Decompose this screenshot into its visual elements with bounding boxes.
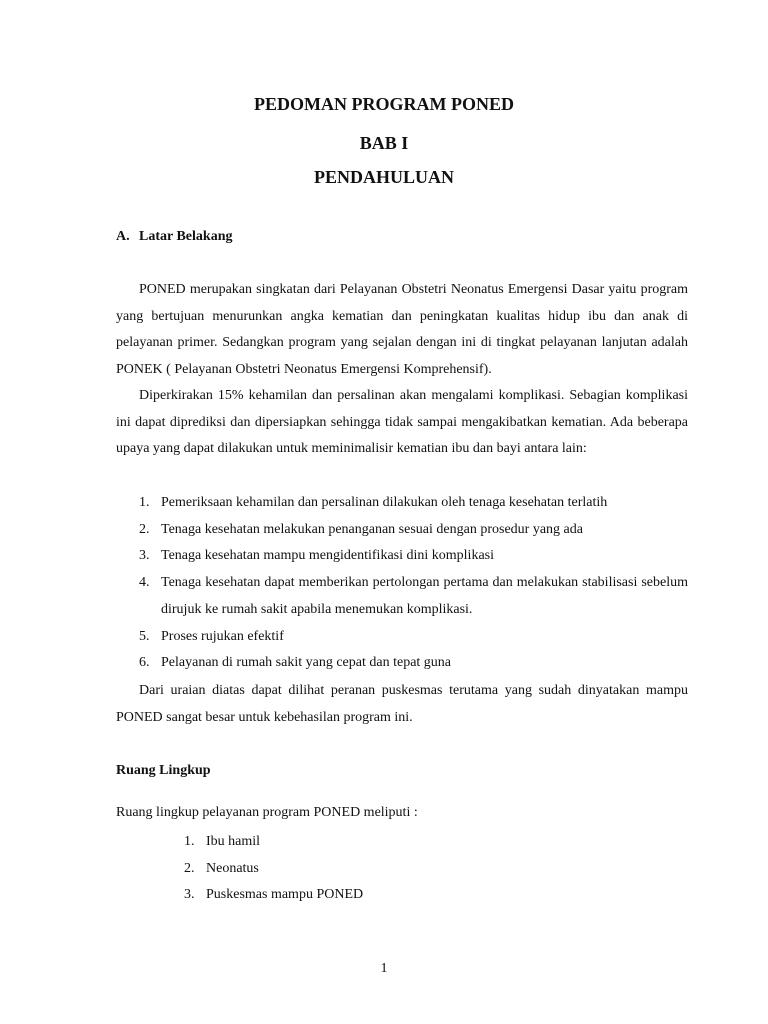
section-a-heading-text: Latar Belakang: [139, 229, 233, 244]
paragraph-poned-definition: PONED merupakan singkatan dari Pelayanan Obstetri Neonatus Emergensi Dasar yaitu program yang bertujuan menurunkan angka kematian dan peningkatan kualitas hidup ibu dan anak di pelayanan primer. Sedangkan program yang sejalan dengan ini di tingkat pelayanan lanjutan adalah PONEK ( Pelayanan Obstetri Neonatus Emergensi Komprehensif).: [116, 282, 688, 378]
scope-intro: Ruang lingkup pelayanan program PONED meliputi :: [116, 805, 418, 820]
paragraph-complications: Diperkirakan 15% kehamilan dan persalinan akan mengalami komplikasi. Sebagian komplikasi ini dapat diprediksi dan dipersiapkan sehingga tidak sampai mengakibatkan kematian. Ada beberapa upaya yang dapat dilakukan untuk meminimalisir kematian ibu dan bayi antara lain:: [116, 388, 688, 457]
list-item-text: Ibu hamil: [206, 834, 261, 849]
list-item-text: Puskesmas mampu PONED: [206, 887, 364, 903]
list-item-text: Proses rujukan efektif: [161, 628, 284, 644]
list-item-number: 4.: [139, 575, 150, 591]
list-item-number: 2.: [139, 521, 150, 537]
list-item: [139, 490, 688, 517]
list-item-number: 6.: [139, 655, 150, 671]
list-item-text: Tenaga kesehatan mampu mengidentifikasi dini komplikasi: [161, 548, 494, 564]
list-item: [184, 882, 363, 909]
chapter-title: PENDAHULUAN: [313, 167, 454, 187]
list-item-text: Pelayanan di rumah sakit yang cepat dan tepat guna: [161, 655, 452, 671]
list-item-text: Neonatus: [206, 860, 259, 876]
list-item: [184, 856, 363, 883]
list-item-text: Tenaga kesehatan melakukan penanganan sesuai dengan prosedur yang ada: [161, 521, 583, 537]
list-item-number: 2.: [184, 860, 195, 876]
list-item-number: 3.: [139, 548, 150, 564]
list-item-number: 5.: [139, 628, 150, 644]
list-item: [139, 517, 688, 544]
list-item: [139, 543, 688, 570]
paragraph-conclusion: Dari uraian diatas dapat dilihat peranan puskesmas terutama yang sudah dinyatakan mampu PONED sangat besar untuk kebehasilan program ini.: [116, 683, 688, 725]
list-item: [139, 650, 688, 677]
list-item-number: 1.: [184, 834, 195, 849]
section-a-letter: A.: [116, 229, 130, 244]
list-item-number: 1.: [139, 495, 150, 510]
chapter-number: BAB I: [359, 133, 409, 153]
scope-list: [184, 829, 363, 909]
section-a-heading: [116, 229, 232, 245]
document-title: PEDOMAN PROGRAM PONED: [254, 94, 514, 114]
efforts-list: [139, 490, 688, 677]
list-item: [184, 829, 363, 856]
list-item-number: 3.: [184, 887, 195, 903]
list-item-text: Tenaga kesehatan dapat memberikan pertolongan pertama dan melakukan stabilisasi sebelum dirujuk ke rumah sakit apabila menemukan komplikasi.: [161, 575, 688, 617]
list-item-text: Pemeriksaan kehamilan dan persalinan dilakukan oleh tenaga kesehatan terlatih: [161, 495, 608, 510]
page-number: 1: [380, 961, 388, 976]
section-b-heading: Ruang Lingkup: [116, 763, 211, 778]
list-item: [139, 624, 688, 651]
list-item: [139, 570, 688, 623]
